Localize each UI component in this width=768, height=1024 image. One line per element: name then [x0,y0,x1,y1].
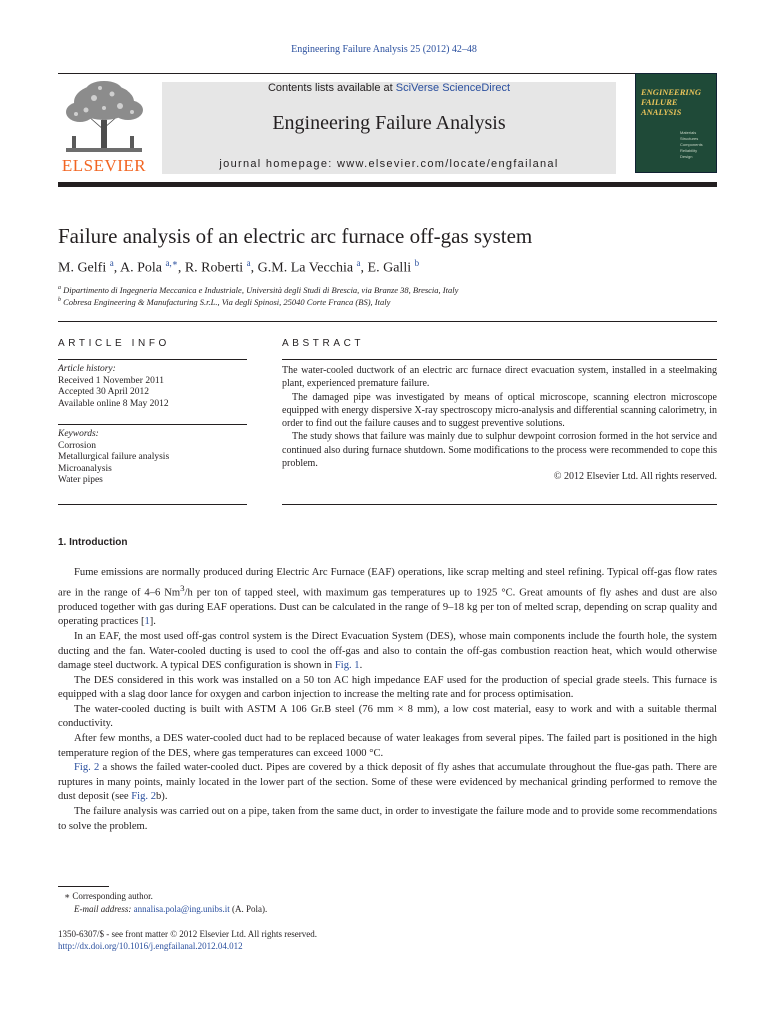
affiliation: $^b$ Cobresa Engineering & Manufacturing S.r.L., Via degli Spinosi, 25040 Corte Franca (BS), Italy [58,297,391,307]
affiliation: $^a$ Dipartimento di Ingegneria Meccanica e Industriale, Università degli Studi di Brescia, via Branze 38, Brescia, Italy [58,285,459,295]
email-link[interactable]: annalisa.pola@ing.unibs.it [133,904,230,914]
journal-cover [635,73,717,173]
abstract-copyright: © 2012 Elsevier Ltd. All rights reserved. [553,471,717,483]
abstract-body [282,364,717,484]
author: A. Pola [119,260,162,276]
reference-link[interactable]: 1 [144,616,150,628]
body-paragraph: The water-cooled ducting is built with ASTM A 106 Gr.B steel (76 mm × 8 mm), a low cost material, easy to work and with a suitable thermal conductivity. [58,703,717,730]
body-paragraph: Fig. 2 a shows the failed water-cooled duct. Pipes are covered by a thick deposit of fly ashes that accumulate throughout the flue-gas path. There are ruptures in many points, mainly located in the lower part of the section. Some of these were evidenced by mechanical grinding performed to remove the dust deposit (see Fig. 2b). [58,762,717,803]
author-affiliation-marker[interactable]: b [414,258,420,268]
abstract-paragraph: The damaged pipe was investigated by means of optical microscope, scanning electron microscope equipped with energy dispersive X-ray spectroscopy micro-analysis and differential scanning calorimetry, in order to find out the failure causes and to suggest preventive solutions. [282,391,717,430]
keywords: Keywords: Corrosion Metallurgical failure analysis Microanalysis Water pipes [58,429,247,487]
issn-line: 1350-6307/$ - see front matter © 2012 Elsevier Ltd. All rights reserved. [58,929,318,939]
elsevier-logo [58,80,150,176]
keyword: Microanalysis [58,463,112,474]
author-affiliation-marker[interactable]: a [356,258,361,268]
publisher-name: ELSEVIER [61,156,147,175]
body-paragraph: After few months, a DES water-cooled duct had to be replaced because of water leakages from several pipes. The failed part is positioned in the high temperature region of the DES, where gas temperatures can exceed 1000 °C. [58,733,717,759]
keyword: Water pipes [58,475,103,485]
keyword: Corrosion [58,440,96,451]
abstract-paragraph: The study shows that failure was mainly due to sulphur dewpoint corrosion formed in the hot service and continued also during furnace shutdown. Some modifications to the process were recommended to cope this problem. [282,431,717,470]
article-history: Article history: Received 1 November 2011 Accepted 30 April 2012 Available online 8 May 2012 [58,364,247,410]
cover-title: ENGINEERING FAILURE ANALYSIS [641,87,701,117]
figure-link[interactable]: Fig. 1 [334,660,360,672]
body-paragraph: In an EAF, the most used off-gas control system is the Direct Evacuation System (DES), whose main components include the fourth hole, the system ducting and the fan. Water-cooled ducting is used to cool the off-gas and also to contain the off-gas combustion reaction heat, which would otherwise damage steel ductwork. A typical DES configuration is shown in Fig. 1. [58,630,717,672]
sciencedirect-link[interactable]: SciVerse ScienceDirect [395,82,511,94]
header-rule-thick [58,182,717,187]
paper-title: Failure analysis of an electric arc furnace off-gas system [58,224,533,248]
abstract-rule [282,504,717,505]
body-paragraph: Fume emissions are normally produced during Electric Arc Furnace (EAF) operations, like scrap melting and steel refining. Typical off-gas flow rates are in the range of 4–6 Nm$^3$/h per ton of tapped steel, with maximum gas temperatures up to 1925 °C. Great amounts of fly ashes and dust are also produced together with gas during EAF operations. Dust can be calculated in the range of 9–18 kg per ton of melted scrap, depending on scrap quality and operating practices [1]. [58,567,718,628]
section-heading: 1. Introduction [58,537,128,548]
author-affiliation-marker[interactable]: a,∗ [165,258,178,268]
doi-link[interactable]: http://dx.doi.org/10.1016/j.engfailanal.2012.04.012 [58,940,243,951]
journal-reference[interactable]: Engineering Failure Analysis 25 (2012) 42–48 [291,44,477,55]
author-affiliation-marker[interactable]: a [246,258,251,268]
abstract-paragraph: The water-cooled ductwork of an electric arc furnace direct evacuation system, installed in a steelmaking plant, experienced premature failure. [282,365,717,390]
journal-banner [162,82,616,174]
article-info-rule [58,424,247,425]
cover-topics: Materials Structures Components Reliability Design [680,130,703,159]
article-info-rule [58,359,247,360]
author: M. Gelfi [58,260,107,276]
abstract-rule [282,359,717,360]
author: G.M. La Vecchia [257,260,354,276]
article-info-heading: ARTICLE INFO [58,338,170,349]
figure-link[interactable]: Fig. 2 [74,762,100,774]
journal-title: Engineering Failure Analysis [272,112,506,134]
tree-icon [58,80,150,154]
abstract-heading: ABSTRACT [282,338,365,349]
figure-link[interactable]: Fig. 2 [131,791,156,803]
history-item: Available online 8 May 2012 [58,398,169,409]
footnote-rule [58,886,109,887]
author: E. Galli [367,260,412,276]
introduction-body [58,566,717,834]
author-list: M. Gelfi $^a$, A. Pola $^{a,∗}$, R. Roberti $^a$, G.M. La Vecchia $^a$, E. Galli $^b$ [58,258,420,276]
body-paragraph: The failure analysis was carried out on a pipe, taken from the same duct, in order to investigate the failure mode and to provide some recommendations to solve the problem. [58,806,717,832]
keyword: Metallurgical failure analysis [58,452,170,462]
corresponding-author-note: ∗ Corresponding author. [64,891,153,901]
journal-homepage[interactable]: journal homepage: www.elsevier.com/locate/engfailanal [219,158,559,170]
email-note: E-mail address: annalisa.pola@ing.unibs.it (A. Pola). [74,904,268,914]
front-matter [58,929,317,952]
author: R. Roberti [184,260,244,276]
header-rule [58,73,717,74]
history-item: Accepted 30 April 2012 [58,387,150,397]
history-item: Received 1 November 2011 [58,375,164,386]
contents-line: Contents lists available at SciVerse ScienceDirect [267,82,511,94]
section-rule [58,321,717,322]
author-affiliation-marker[interactable]: a [109,258,114,268]
article-info-rule [58,504,247,505]
body-paragraph: The DES considered in this work was installed on a 50 ton AC high impedance EAF used for the production of special grade steels. This furnace is equipped with a slag door lance for oxygen and carbon injection to increase the melting rate and for process optimisation. [58,674,717,701]
